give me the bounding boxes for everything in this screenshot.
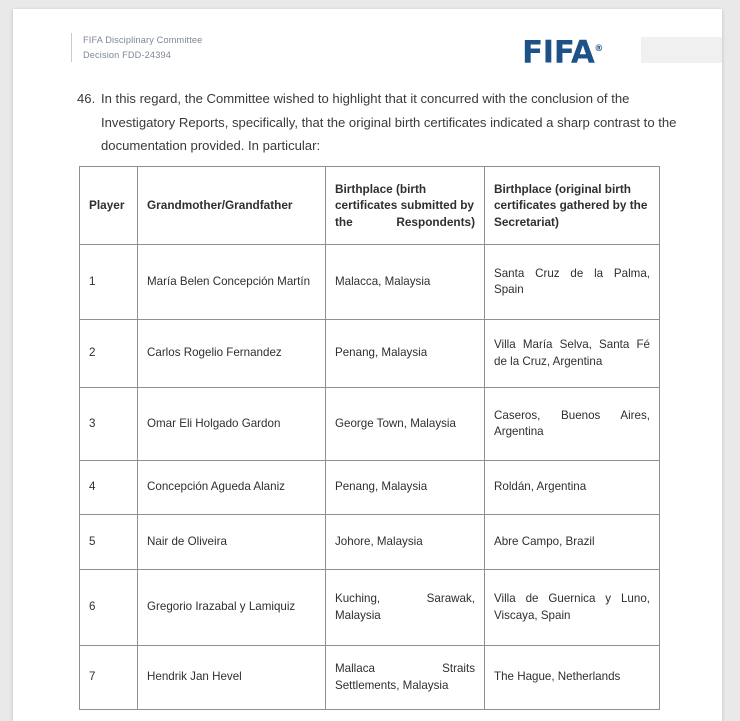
- cell-birthplace-original: Caseros, Buenos Aires, Argentina: [485, 388, 660, 461]
- cell-birthplace-submitted: Malacca, Malaysia: [326, 245, 485, 320]
- column-header-birthplace-original: Birthplace (original birth certificates gathered by the Secretariat): [485, 167, 660, 245]
- document-header: [13, 9, 722, 77]
- paragraph-number: 46.: [77, 91, 96, 106]
- fifa-logo-text: FIFA: [522, 34, 595, 71]
- column-header-birthplace-submitted: Birthplace (birth certificates submitted by the Respondents): [326, 167, 485, 245]
- paragraph-text: In this regard, the Committee wished to highlight that it concurred with the conclusion of the Investigatory Reports, specifically, that the original birth certificates indicated a sharp contrast to the documentation provided. In particular:: [101, 91, 677, 153]
- cell-relative: Gregorio Irazabal y Lamiquiz: [138, 570, 326, 646]
- birthplace-comparison-table: [79, 166, 660, 710]
- table-header-row: [80, 167, 660, 245]
- paragraph-46: [77, 87, 677, 158]
- cell-birthplace-original: Villa María Selva, Santa Fé de la Cruz, Argentina: [485, 320, 660, 388]
- document-page: [13, 9, 722, 721]
- cell-relative: Omar Eli Holgado Gardon: [138, 388, 326, 461]
- cell-player: 3: [80, 388, 138, 461]
- table-row: [80, 320, 660, 388]
- cell-birthplace-original: Abre Campo, Brazil: [485, 515, 660, 570]
- table-row: [80, 515, 660, 570]
- cell-birthplace-original: Villa de Guernica y Luno, Viscaya, Spain: [485, 570, 660, 646]
- cell-player: 4: [80, 461, 138, 515]
- table-row: [80, 461, 660, 515]
- decision-reference: Decision FDD-24394: [83, 49, 171, 60]
- cell-birthplace-original: Santa Cruz de la Palma, Spain: [485, 245, 660, 320]
- cell-relative: Concepción Agueda Alaniz: [138, 461, 326, 515]
- cell-birthplace-submitted: Penang, Malaysia: [326, 320, 485, 388]
- cell-birthplace-submitted: Mallaca Straits Settlements, Malaysia: [326, 646, 485, 710]
- header-identification: [71, 33, 202, 62]
- cell-player: 7: [80, 646, 138, 710]
- cell-birthplace-original: The Hague, Netherlands: [485, 646, 660, 710]
- header-placeholder-block: [641, 37, 722, 63]
- cell-birthplace-submitted: Johore, Malaysia: [326, 515, 485, 570]
- cell-relative: Carlos Rogelio Fernandez: [138, 320, 326, 388]
- table-row: [80, 388, 660, 461]
- header-text-block: [83, 33, 202, 62]
- cell-relative: Nair de Oliveira: [138, 515, 326, 570]
- cell-player: 5: [80, 515, 138, 570]
- fifa-logo: [522, 34, 604, 71]
- cell-relative: María Belen Concepción Martín: [138, 245, 326, 320]
- column-header-player: Player: [80, 167, 138, 245]
- cell-birthplace-original: Roldán, Argentina: [485, 461, 660, 515]
- table-row: [80, 245, 660, 320]
- cell-player: 2: [80, 320, 138, 388]
- cell-birthplace-submitted: George Town, Malaysia: [326, 388, 485, 461]
- cell-birthplace-submitted: Penang, Malaysia: [326, 461, 485, 515]
- cell-relative: Hendrik Jan Hevel: [138, 646, 326, 710]
- cell-player: 1: [80, 245, 138, 320]
- column-header-relative: Grandmother/Grandfather: [138, 167, 326, 245]
- table-row: [80, 646, 660, 710]
- cell-player: 6: [80, 570, 138, 646]
- cell-birthplace-submitted: Kuching, Sarawak, Malaysia: [326, 570, 485, 646]
- registered-trademark-icon: ®: [594, 44, 604, 54]
- table-row: [80, 570, 660, 646]
- committee-name: FIFA Disciplinary Committee: [83, 35, 203, 45]
- header-vertical-rule: [71, 33, 72, 62]
